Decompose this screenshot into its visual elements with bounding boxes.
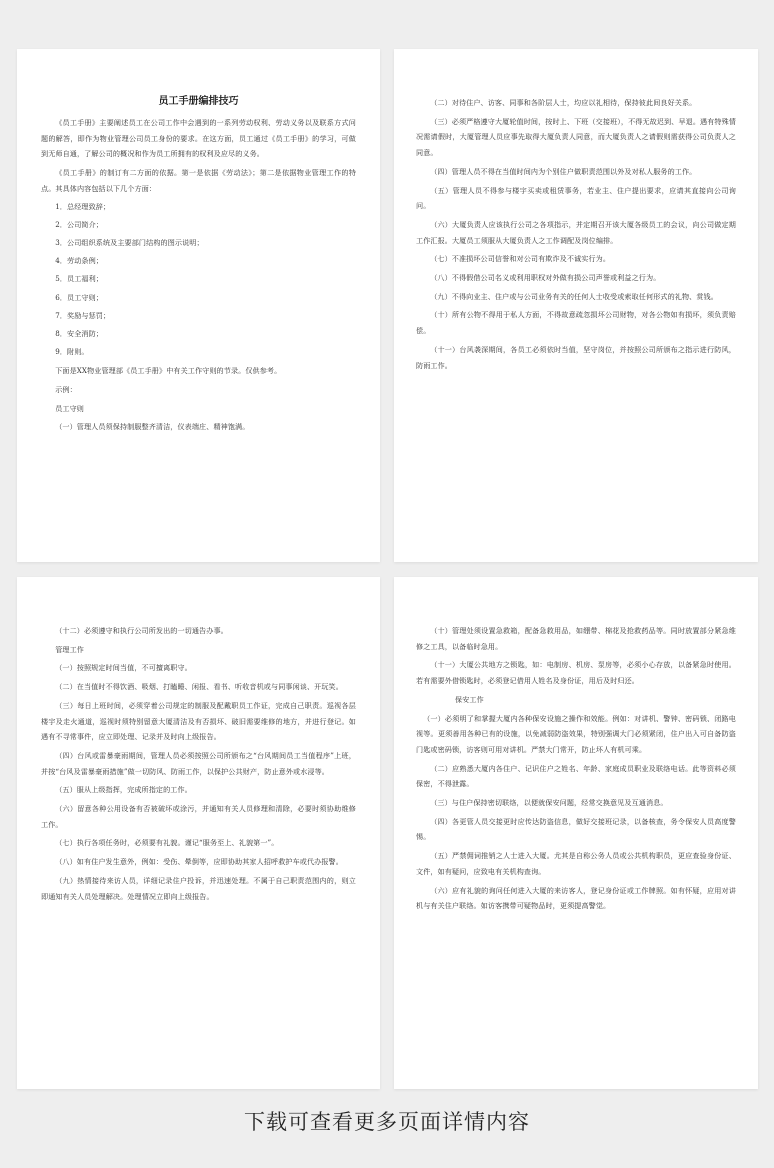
paragraph: （四）各更管人员交接更时应传达防盗信息，做好交接班记录，以备核查，务令保安人员高度警惕。 — [416, 816, 736, 842]
paragraph: （三）与住户保持密切联络，以便就保安问题，经常交换意见及互通消息。 — [430, 798, 668, 808]
paragraph: （七）执行各项任务时，必须要有礼貌。谨记“服务至上、礼貌第一”。 — [55, 838, 279, 848]
paragraph: （一）必须明了和掌握大厦内各种保安设施之操作和效能。例如：对讲机、警钟、密码锁、闭路电视等。更须善用各种已有的设施，以免减弱防盗效果，特别强调大门必须紧闭，住户出入可自备防盗门匙或密码锁，访客则可用对讲机。严禁大门常开，防止坏人有机可乘。 — [416, 713, 736, 754]
paragraph: （九）热情接待来访人员，详细记录住户投诉，并迅速处理。不属于自己职责范围内的，则立即通知有关人员处理解决。处理情况立即向上级报告。 — [41, 875, 356, 901]
paragraph: （八）如有住户发生意外，例如：受伤、晕倒等，应即协助其家人招呼救护车或代办报警。 — [55, 857, 343, 867]
document-page-4 — [394, 577, 758, 1089]
paragraph: （十）管理处须设置急救箱，配备急救用品，如绷带、棉花及抢救药品等。同时放置部分紧急维修之工具，以备临时急用。 — [416, 626, 736, 651]
list-item: 2．公司简介； — [55, 219, 103, 229]
paragraph: （二）应熟悉大厦内各住户、记识住户之姓名、年龄、家庭成员职业及联络电话。此等资料必须保密，不得泄露。 — [416, 763, 736, 789]
section-heading: 员工守则 — [55, 403, 84, 413]
paragraph: （七）不准损坏公司信誉和对公司有欺诈及不诚实行为。 — [430, 254, 611, 264]
paragraph: 《员工手册》主要阐述员工在公司工作中会遇到的一系列劳动权利、劳动义务以及联系方式问题的解答，即作为物业管理公司员工身份的要求。在这方面，员工通过《员工手册》的学习，可做到无师自通，了解公司的概况和作为员工所拥有的权利及应尽的义务。 — [41, 118, 356, 159]
paragraph: （八）不得假借公司名义或利用职权对外做有损公司声誉或利益之行为。 — [430, 273, 661, 283]
example-label: 示例： — [55, 385, 77, 395]
paragraph: （一）管理人员须保持制服整齐清洁，仪表端庄、精神饱满。 — [55, 422, 250, 432]
list-item: 3．公司组织系统及主要部门结构的图示说明； — [55, 237, 204, 247]
section-heading: 管理工作 — [55, 644, 84, 654]
list-item: 5．员工福利； — [55, 274, 103, 284]
paragraph: （十一）台风袭深期间，各员工必须依时当值，坚守岗位，并按照公司所颁布之指示进行防风，防雨工作。 — [416, 344, 736, 370]
list-item: 1．总经理致辞； — [55, 201, 111, 211]
paragraph: （五）严禁佣词推销之人士进入大厦。尤其是自称公务人员或公共机构职员，更应查验身份证、文件，如有疑问，应致电有关机构查询。 — [416, 851, 736, 876]
paragraph: 《员工手册》的制订有二方面的依据。第一是依据《劳动法》；第二是依据物业管理工作的特点。其具体内容包括以下几个方面： — [41, 168, 356, 193]
list-item: 4．劳动条例； — [55, 256, 103, 266]
download-more-caption: 下载可查看更多页面详情内容 — [244, 1110, 530, 1134]
section-heading: 保安工作 — [455, 694, 484, 704]
paragraph: （六）应有礼貌的询问任何进入大厦的来访客人，登记身份证或工作牌照。如有怀疑，应用对讲机与有关住户联络。如访客携带可疑物品时，更须提高警觉。 — [416, 885, 736, 911]
document-title: 员工手册编排技巧 — [158, 96, 239, 107]
document-page-3 — [17, 577, 380, 1089]
list-item: 6．员工守则； — [55, 292, 103, 302]
paragraph: （六）留意各种公用设备有否被破坏或涂污，并通知有关人员修理和清除，必要时须协助维修工作。 — [41, 804, 356, 829]
paragraph: （三）每日上班时间，必须穿着公司规定的制服及配戴职员工作证，完成自己职责。巡视各层楼宇及走火通道，巡视时须特别留意大厦清洁及有否损坏、破旧需要维修的地方，并进行登记。如遇有不寻常事件，应立即处理、记录并及时向上级报告。 — [41, 700, 356, 742]
paragraph: （三）必须严格遵守大厦轮值时间，按时上、下班（交接班），不得无故迟到、早退。遇有特殊情况需请假时，大厦管理人员应事先取得大厦负责人同意，而大厦负责人之请假则需获得公司负责人之同意。 — [416, 116, 736, 158]
paragraph: （十一）大厦公共地方之锁匙，如：电制房、机房、泵房等，必须小心存放，以备紧急时使用。若有需要外借锁匙时，必须登记借用人姓名及身份证，用后及时归还。 — [416, 660, 736, 686]
paragraph: （四）台风或雷暴豪雨期间，管理人员必须按照公司所颁布之“台风期间员工当值程序”上班，并按“台风及雷暴豪雨措施”做一切防风、防雨工作，以保护公共财产，防止意外或水浸等。 — [41, 750, 356, 776]
document-page-1 — [17, 49, 380, 562]
paragraph: （四）管理人员不得在当值时间内为个别住户做职责范围以外及对私人服务的工作。 — [430, 166, 697, 176]
paragraph: （六）大厦负责人应该执行公司之各项指示，并定期召开该大厦各级员工的会议，向公司做定期工作汇报。大厦员工须服从大厦负责人之工作调配及岗位编排。 — [416, 219, 736, 245]
paragraph: （二）在当值时不得饮酒、吸烟、打瞌睡、闲报、看书、听收音机或与同事闲谈、开玩笑。 — [55, 682, 343, 692]
paragraph: （五）服从上级指挥，完成所指定的工作。 — [55, 785, 192, 795]
paragraph: （五）管理人员不得参与楼宇买卖或租赁事务，若业主、住户提出要求，应请其直接向公司询问。 — [416, 185, 736, 211]
paragraph: （一）按照规定时间当值，不可擅离职守。 — [55, 663, 192, 673]
paragraph: （九）不得向业主、住户或与公司业务有关的任何人士收受或索取任何形式的礼物、赏钱。 — [430, 291, 718, 301]
paragraph: 下面是XX物业管理部《员工手册》中有关工作守则的节录。仅供参考。 — [55, 366, 282, 376]
list-item: 9．附则。 — [55, 347, 89, 357]
document-page-2 — [394, 49, 758, 562]
list-item: 7．奖励与惩罚； — [55, 310, 111, 320]
paragraph: （十二）必须遵守和执行公司所发出的一切通告办事。 — [55, 626, 228, 635]
list-item: 8．安全消防； — [55, 328, 103, 338]
paragraph: （二）对待住户、访客、同事和各阶层人士，均应以礼相待，保持彼此间良好关系。 — [430, 98, 697, 107]
paragraph: （十）所有公物不得用于私人方面，不得故意疏忽损坏公司财物，对各公物如有损坏，须负责赔偿。 — [416, 310, 736, 336]
